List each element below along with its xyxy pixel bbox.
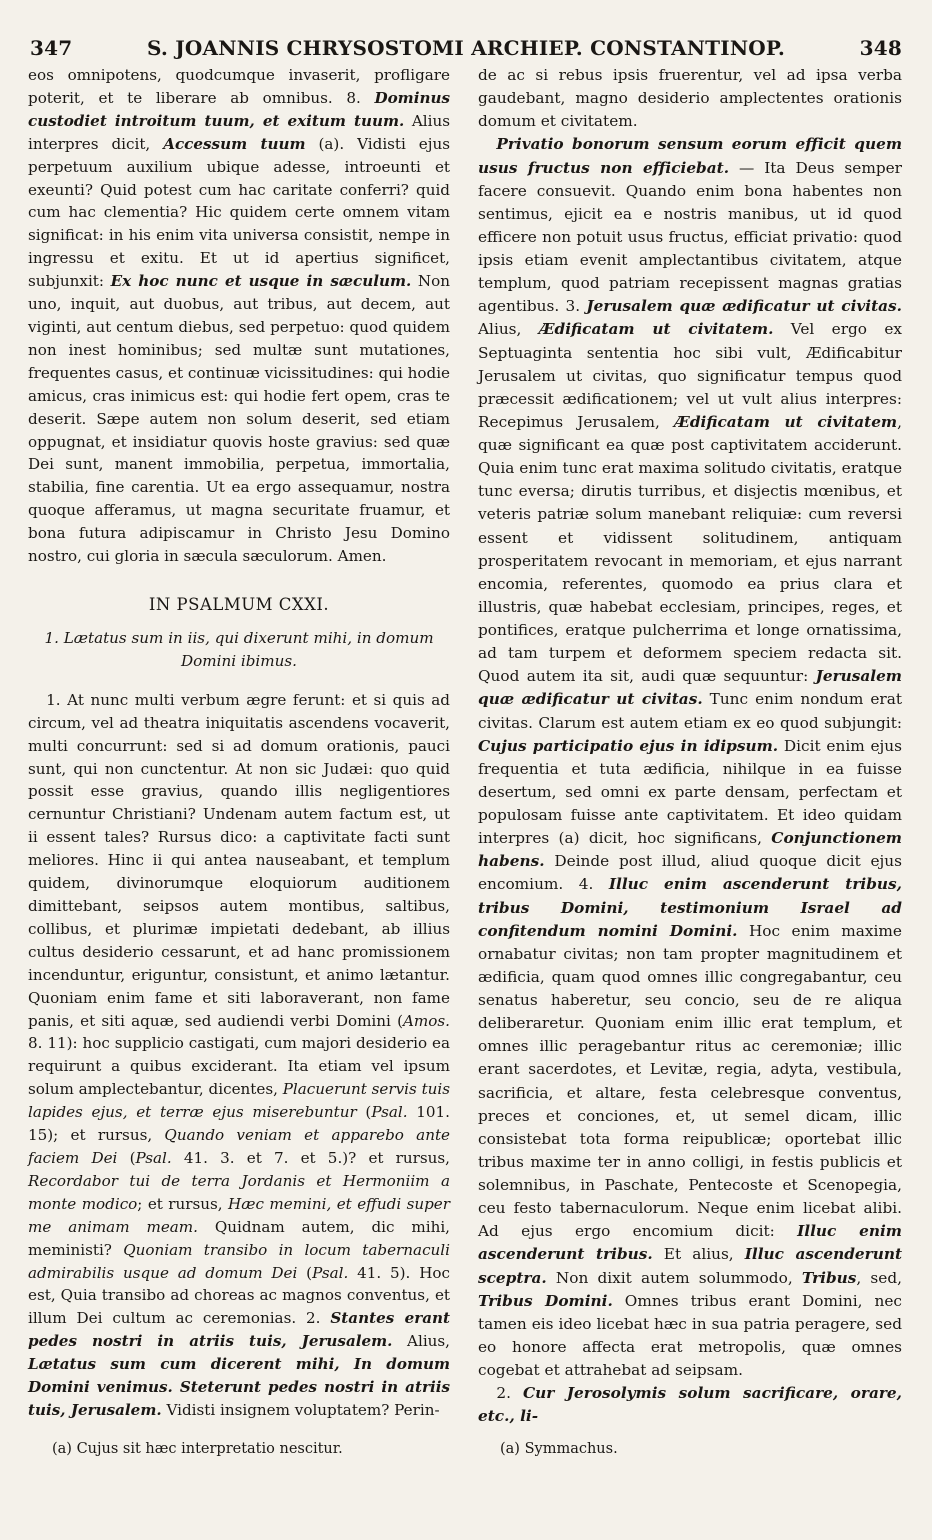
section-summary: Privatio bonorum sensum eorum efficit quem usus fructus non efficiebat. (478, 135, 902, 177)
text-run: Deinde post illud, aliud quoque dicit ejus encomium. 4. (478, 852, 902, 894)
left-column (28, 64, 450, 1422)
running-title: S. JOANNIS CHRYSOSTOMI ARCHIEP. CONSTANTINOP. (146, 36, 786, 60)
text-run: 41. 5). Hoc est, Quia transibo ad choreas ac magnos conventus, et illum Dei cultum ac ceremonias. 2. (28, 1263, 450, 1328)
scripture-quote: Placuerunt servis tuis lapides ejus, et terræ ejus miserebuntur (28, 1080, 451, 1122)
scripture-quote: Tribus (801, 1268, 857, 1287)
text-run: Vel ergo ex Septuaginta sententia hoc sibi vult, Ædificabitur Jerusalem ut civitas, quo significatur tempus quod præcessit ædificationem; vel ut vult alius interpres: Recepimus Jerusalem, (478, 320, 902, 431)
scripture-quote: Quando veniam et apparebo ante faciem Dei (28, 1126, 450, 1167)
text-run: Hoc enim maxime ornabatur civitas; non tam propter magnitudinem et ædificia, quam quod omnes illic congregabantur, ceu senatus haberetur, seu concio, seu de re aliqua deliberaretur. Quoniam enim illic erat templum, et omnes illic peragebantur ritus ac ceremoniæ; illic erant sacerdotes, et Levitæ, regia, adyta, vestibula, sacrificia, et altare, festa celebresque conventus, preces et conciones, et, ut semel dicam, illic consistebat tota forma reipublicæ; oportebat illic tribus maxime ter in anno colligi, in festis publicis et solemnibus, in Paschate, Pentecoste et Scenopegia, ceu festo tabernaculorum. Neque enim licebat alibi. Ad ejus ergo encomium dicit: (478, 921, 902, 1241)
scripture-quote: Conjunctionem habens. (478, 829, 902, 871)
scripture-quote: Ædificatam ut civitatem. (538, 320, 774, 339)
citation: Psal. (312, 1263, 349, 1282)
text-run: Omnes tribus erant Domini, nec tamen eis ideo licebat hæc in sua patria peragere, sed eo honore affecta erat metropolis, quæ omnes cogebat et attrahebat ad seipsam. (478, 1291, 902, 1379)
text-run: ( (297, 1263, 313, 1282)
scripture-quote: Ædificatam ut civitatem (674, 412, 898, 431)
text-run: , sed, (856, 1268, 902, 1287)
scripture-quote: Stantes erant pedes nostri in atriis tuis, Jerusalem. (28, 1309, 451, 1351)
text-run: ( (356, 1103, 372, 1122)
scripture-quote: Jerusalem quæ ædificatur ut civitas. (478, 667, 902, 709)
scripture-quote: Dominus custodiet introitum tuum, et exitum tuum. (28, 88, 450, 130)
right-column (478, 64, 902, 1428)
scripture-quote: Jerusalem quæ ædificatur ut civitas. (586, 297, 902, 316)
page-number-left: 347 (30, 36, 73, 60)
text-run: Alius, (392, 1332, 450, 1351)
text-run: Et alius, (652, 1245, 745, 1264)
text-run: Dicit enim ejus frequentia et tuta ædificia, nihilque in ea fuisse desertum, sed omni ex parte densam, perfectam et populosam fuisse ante captivitatem. Et ideo quidam interpres (a) dicit, hoc significans, (478, 736, 902, 848)
scripture-quote: Illuc enim ascenderunt tribus, tribus Domini, testimonium Israel ad confitendum nomini Domini. (478, 875, 902, 940)
left-paragraph-1 (28, 64, 450, 568)
text-run: 2. (496, 1384, 523, 1403)
text-run: eos omnipotens, quodcumque invaserit, profligare poterit, et te liberare ab omnibus. 8. (28, 66, 450, 107)
citation: Amos. (403, 1011, 450, 1030)
section-summary: Cur Jerosolymis solum sacrificare, orare, etc., li- (478, 1384, 902, 1426)
text-run: (a). Vidisti ejus perpetuum auxilium ubique adesse, introeunti et exeunti? Quid potest cum hac caritate conferri? quid cum hac clementia? Hic quidem certe omnem vitam significat: in his enim vita universa consistit, nempe in ingressu et exitu. Et ut id apertius significet, subjunxit: (28, 134, 450, 291)
text-run: Non dixit autem solummodo, (546, 1268, 802, 1287)
section-title: IN PSALMUM CXXI. (148, 594, 330, 614)
text-run: 101. 15); et rursus, (28, 1103, 450, 1145)
psalm-verse: 1. Lætatus sum in iis, qui dixerunt mihi, in domum Domini ibimus. (44, 628, 434, 670)
text-run: — Ita Deus semper facere consuevit. Quando enim bona habentes non sentimus, ejicit ea e nostris manibus, ut id quod efficere non potuit usus fructus, efficiat privatio: quod ipsis etiam evenit amplectantibus civitatem, atque templum, quod patriam recepissent magnas gratias agentibus. 3. (478, 158, 902, 316)
text-run: 1. At nunc multi verbum ægre ferunt: et si quis ad circum, vel ad theatra iniquitatis ascendens vocaverit, multi concurrunt: sed si ad domum orationis, pauci sunt, qui non cunctentur. At non sic Judæi: quo quid possit esse gravius, quando illis negligentiores cernuntur Christiani? Undenam autem factum est, ut ii essent tales? Rursus dico: a captivitate facti sunt meliores. Hinc ii qui antea nauseabant, et templum quidem, divinorumque eloquiorum auditionem dimittebant, seipsos autem montibus, saltibus, collibus, et plurimæ impietati dedebant, ab illius cultus desiderio cessarunt, et ad hanc promissionem incenduntur, eriguntur, consistunt, et animo lætantur. Quoniam enim fame et siti laboraverant, non fame panis, et siti aquæ, sed audiendi verbi Domini ( (28, 690, 450, 1030)
text-run: 41. 3. et 7. et 5.)? et rursus, (171, 1148, 450, 1167)
scripture-quote: Hæc memini, et effudi super me animam meam. (28, 1194, 450, 1236)
right-paragraph-2 (478, 133, 902, 1382)
scripture-quote: Illuc ascenderunt sceptra. (478, 1245, 903, 1287)
text-run: Quidnam autem, dic mihi, meministi? (28, 1217, 450, 1259)
text-run: ; et rursus, (137, 1194, 229, 1213)
scripture-quote: Tribus Domini. (478, 1291, 613, 1310)
running-header (30, 36, 902, 60)
scripture-quote: Recordabor tui de terra Jordanis et Hermoniim a monte modico (28, 1171, 450, 1213)
footnote-left: (a) Cujus sit hæc interpretatio nescitur. (52, 1441, 343, 1457)
text-run: Non uno, inquit, aut duobus, aut tribus, aut decem, aut viginti, aut centum diebus, sed perpetuo: quod quidem non inest hominibus; sed multæ sunt mutationes, frequentes casus, et continuæ vicissitudines: qui hodie amicus, cras inimicus est: qui hodie fert opem, cras te deserit. Sæpe autem non solum deserit, sed etiam oppugnat, et insidiatur quovis hoste gravius: sed quæ Dei sunt, manent immobilia, perpetua, immortalia, stabilia, fine carentia. Ut ea ergo assequamur, nostra quoque afferamus, ut magna securitate fruamur, et bona futura adipiscamur in Christo Jesu Domino nostro, cui gloria in sæcula sæculorum. Amen. (28, 272, 451, 566)
text-run: 8. 11): hoc supplicio castigati, cum majori desiderio ea requirunt a quibus exciderant. Ita etiam vel ipsum solum amplectebantur, dicentes, (28, 1034, 450, 1099)
citation: Psal. (135, 1148, 172, 1167)
right-paragraph-3 (478, 1382, 902, 1428)
scripture-quote: Accessum tuum (163, 134, 306, 153)
scripture-quote: Illuc enim ascenderunt tribus. (478, 1222, 902, 1264)
citation: Psal. (371, 1103, 408, 1122)
text-run: Vidisti insignem voluptatem? Perin- (161, 1400, 440, 1419)
right-paragraph-1: de ac si rebus ipsis fruerentur, vel ad ipsa verba gaudebant, magno desiderio amplectentes orationis domum et civitatem. (478, 66, 902, 131)
scripture-quote: Quoniam transibo in locum tabernaculi admirabilis usque ad domum Dei (28, 1240, 450, 1282)
scripture-quote: Lætatus sum cum dicerent mihi, In domum Domini venimus. Steterunt pedes nostri in atriis tuis, Jerusalem. (28, 1355, 450, 1419)
footnote-right: (a) Symmachus. (500, 1441, 618, 1457)
text-run: Tunc enim nondum erat civitas. Clarum est autem etiam ex eo quod subjungit: (478, 690, 903, 732)
scripture-quote: Cujus participatio ejus in idipsum. (478, 736, 779, 755)
text-run: Alius interpres dicit, (28, 111, 451, 153)
text-run: ( (117, 1148, 136, 1167)
page-number-right: 348 (859, 36, 902, 60)
left-paragraph-2 (28, 689, 450, 1422)
text-run: , quæ significant ea quæ post captivitatem acciderunt. Quia enim tunc erat maxima solitudo civitatis, eratque tunc eversa; dirutis turribus, et disjectis mœnibus, et veteris patriæ solum manebant reliquiæ: cum reversi essent et vidissent solitudinem, antiquam prosperitatem revocant in memoriam, et ejus narrant encomia, referentes, quomodo ea prius clara et illustris, quæ habebat ecclesiam, principes, reges, et pontifices, eratque pulcherrima et longe ornatissima, ad tam turpem et deformem speciem redacta sit. Quod autem ita sit, audi quæ sequuntur: (478, 412, 902, 686)
scripture-quote: Ex hoc nunc et usque in sæculum. (110, 272, 412, 291)
text-run: Alius, (478, 320, 539, 339)
